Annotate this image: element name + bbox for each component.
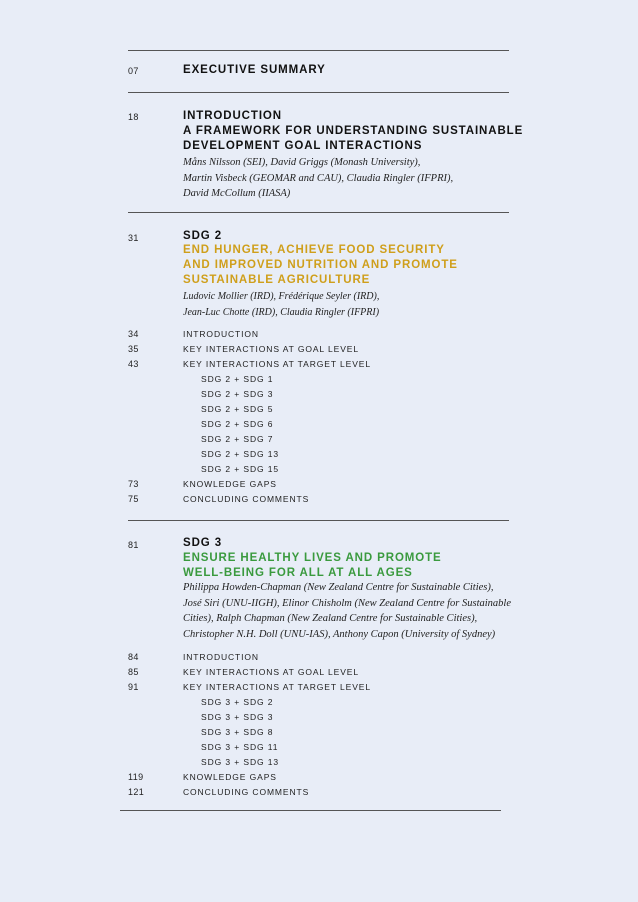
toc-item[interactable]: INTRODUCTION: [183, 652, 259, 662]
author-line: David McCollum (IIASA): [183, 188, 291, 199]
toc-entry-sdg2[interactable]: SDG 2: [183, 230, 223, 242]
page-number: 75: [128, 494, 139, 504]
page-number: 85: [128, 667, 139, 677]
toc-sub-item[interactable]: SDG 2 + SDG 6: [201, 419, 274, 429]
divider: [128, 50, 509, 51]
divider: [120, 810, 501, 811]
author-line: Måns Nilsson (SEI), David Griggs (Monash University),: [183, 157, 421, 168]
page-number: 31: [128, 233, 139, 243]
author-line: Jean-Luc Chotte (IRD), Claudia Ringler (IFPRI): [183, 306, 380, 318]
toc-item[interactable]: KEY INTERACTIONS AT GOAL LEVEL: [183, 667, 359, 677]
toc-entry-executive-summary[interactable]: EXECUTIVE SUMMARY: [183, 64, 326, 76]
subtitle-line: DEVELOPMENT GOAL INTERACTIONS: [183, 140, 423, 152]
subtitle-line: AND IMPROVED NUTRITION AND PROMOTE: [183, 259, 458, 271]
toc-item[interactable]: KNOWLEDGE GAPS: [183, 479, 277, 489]
toc-sub-item[interactable]: SDG 3 + SDG 2: [201, 697, 274, 707]
section-subtitle: [183, 124, 523, 154]
page-number: 34: [128, 329, 139, 339]
subtitle-line: END HUNGER, ACHIEVE FOOD SECURITY: [183, 244, 445, 256]
page-number: 119: [128, 772, 144, 782]
toc-item[interactable]: CONCLUDING COMMENTS: [183, 787, 310, 797]
toc-sub-item[interactable]: SDG 3 + SDG 13: [201, 757, 280, 767]
toc-sub-item[interactable]: SDG 3 + SDG 8: [201, 727, 274, 737]
page-number: 43: [128, 359, 139, 369]
toc-sub-item[interactable]: SDG 2 + SDG 15: [201, 464, 280, 474]
subtitle-line: SUSTAINABLE AGRICULTURE: [183, 274, 371, 286]
divider: [128, 92, 509, 93]
author-line: Ludovic Mollier (IRD), Frédérique Seyler (IRD),: [183, 291, 380, 302]
toc-sub-item[interactable]: SDG 2 + SDG 5: [201, 404, 274, 414]
subtitle-line: A FRAMEWORK FOR UNDERSTANDING SUSTAINABLE: [183, 125, 524, 137]
toc-entry-sdg3[interactable]: SDG 3: [183, 537, 223, 549]
subtitle-line: WELL-BEING FOR ALL AT ALL AGES: [183, 567, 413, 579]
section-authors: [183, 289, 379, 320]
page-number: 84: [128, 652, 139, 662]
section-subtitle-sdg2: [183, 243, 458, 288]
toc-sub-item[interactable]: SDG 2 + SDG 3: [201, 389, 274, 399]
toc-item[interactable]: KEY INTERACTIONS AT TARGET LEVEL: [183, 359, 371, 369]
author-line: Philippa Howden-Chapman (New Zealand Centre for Sustainable Cities),: [183, 582, 494, 593]
section-authors: [183, 580, 511, 642]
page-number: 91: [128, 682, 139, 692]
toc-item[interactable]: KNOWLEDGE GAPS: [183, 772, 277, 782]
section-authors: [183, 155, 453, 202]
toc-entry-introduction[interactable]: INTRODUCTION: [183, 110, 282, 122]
toc-sub-item[interactable]: SDG 2 + SDG 1: [201, 374, 274, 384]
toc-sub-item[interactable]: SDG 2 + SDG 13: [201, 449, 280, 459]
toc-item[interactable]: KEY INTERACTIONS AT GOAL LEVEL: [183, 344, 359, 354]
author-line: Christopher N.H. Doll (UNU-IAS), Anthony Capon (University of Sydney): [183, 628, 496, 640]
author-line: José Siri (UNU-IIGH), Elinor Chisholm (New Zealand Centre for Sustainable: [183, 597, 512, 609]
page-number: 35: [128, 344, 139, 354]
divider: [128, 520, 509, 521]
toc-item[interactable]: INTRODUCTION: [183, 329, 259, 339]
toc-sub-item[interactable]: SDG 2 + SDG 7: [201, 434, 274, 444]
page-number: 81: [128, 540, 139, 550]
author-line: Martin Visbeck (GEOMAR and CAU), Claudia Ringler (IFPRI),: [183, 172, 454, 184]
subtitle-line: ENSURE HEALTHY LIVES AND PROMOTE: [183, 552, 442, 564]
page-number: 121: [128, 787, 145, 797]
divider: [128, 212, 509, 213]
toc-sub-item[interactable]: SDG 3 + SDG 3: [201, 712, 274, 722]
toc-item[interactable]: KEY INTERACTIONS AT TARGET LEVEL: [183, 682, 371, 692]
page-number: 73: [128, 479, 139, 489]
section-subtitle-sdg3: [183, 551, 442, 581]
page-number: 18: [128, 112, 139, 122]
toc-item[interactable]: CONCLUDING COMMENTS: [183, 494, 310, 504]
author-line: Cities), Ralph Chapman (New Zealand Centre for Sustainable Cities),: [183, 613, 478, 624]
page-number: 07: [128, 66, 139, 76]
toc-sub-item[interactable]: SDG 3 + SDG 11: [201, 742, 279, 752]
